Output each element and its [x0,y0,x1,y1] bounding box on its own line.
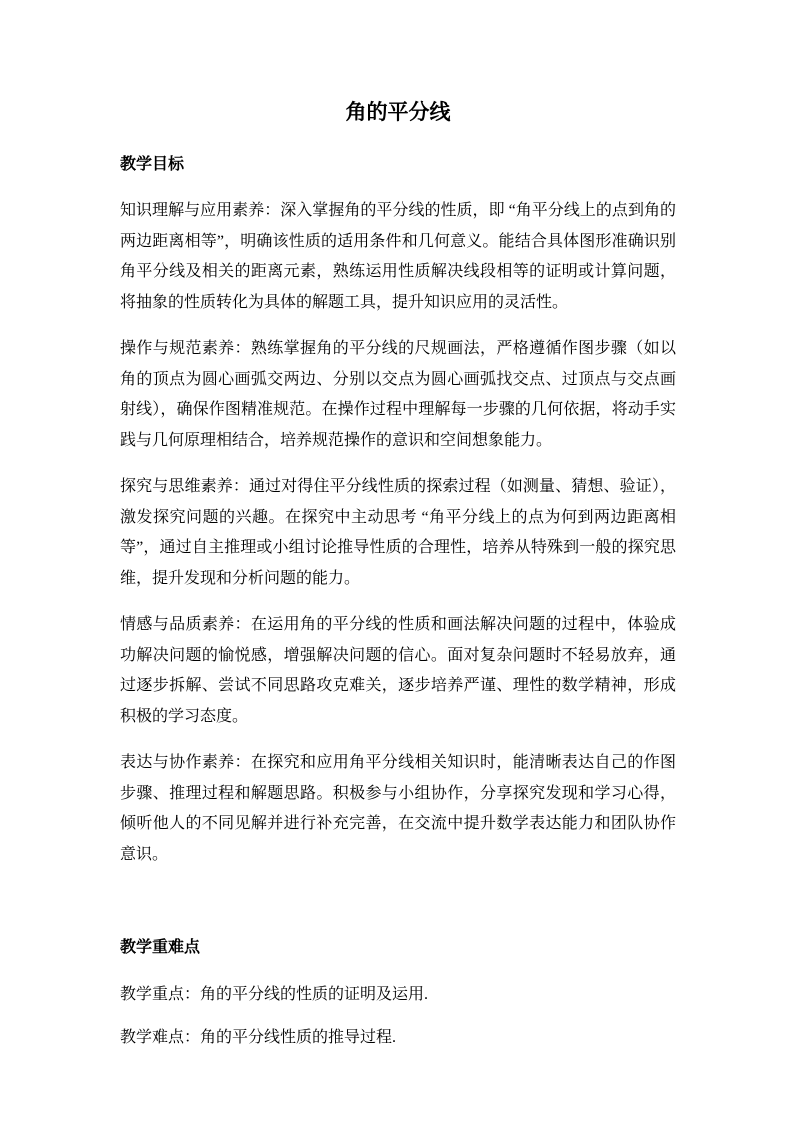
section-heading-key-difficult-points: 教学重难点 [120,939,201,956]
paragraph-expression-collaboration: 表达与协作素养：在探究和应用角平分线相关知识时，能清晰表达自己的作图步骤、推理过程和解题思路。积极参与小组协作，分享探究发现和学习心得，倾听他人的不同见解并进行补充完善，在交流中提升数学表达能力和团队协作意识。 [120,754,676,863]
paragraph-operation-standards: 操作与规范素养：熟练掌握角的平分线的尺规画法，严格遵循作图步骤（如以角的顶点为圆心画弧交两边、分别以交点为圆心画弧找交点、过顶点与交点画射线），确保作图精准规范。在操作过程中理解每一步骤的几何依据，将动手实践与几何原理相结合，培养规范操作的意识和空间想象能力。 [120,340,676,449]
paragraph-inquiry-thinking: 探究与思维素养：通过对得住平分线性质的探索过程（如测量、猜想、验证），激发探究问题的兴趣。在探究中主动思考 “角平分线上的点为何到两边距离相等”，通过自主推理或小组讨论推导性质的合理性，培养从特殊到一般的探究思维，提升发现和分析问题的能力。 [120,478,676,587]
section-spacer [120,886,676,932]
document-title: 角的平分线 [345,100,451,124]
paragraph-knowledge-understanding: 知识理解与应用素养：深入掌握角的平分线的性质，即 “角平分线上的点到角的两边距离相等”，明确该性质的适用条件和几何意义。能结合具体图形准确识别角平分线及相关的距离元素，熟练运用性质解决线段相等的证明或计算问题，将抽象的性质转化为具体的解题工具，提升知识应用的灵活性。 [120,202,676,311]
paragraph-teaching-key-point: 教学重点：角的平分线的性质的证明及运用. [120,986,429,1003]
section-heading-teaching-objectives: 教学目标 [120,156,185,173]
paragraph-emotion-quality: 情感与品质素养：在运用角的平分线的性质和画法解决问题的过程中，体验成功解决问题的愉悦感，增强解决问题的信心。面对复杂问题时不轻易放弃，通过逐步拆解、尝试不同思路攻克难关，逐步培养严谨、理性的数学精神，形成积极的学习态度。 [120,616,676,725]
paragraph-teaching-difficult-point: 教学难点：角的平分线性质的推导过程. [120,1029,397,1046]
